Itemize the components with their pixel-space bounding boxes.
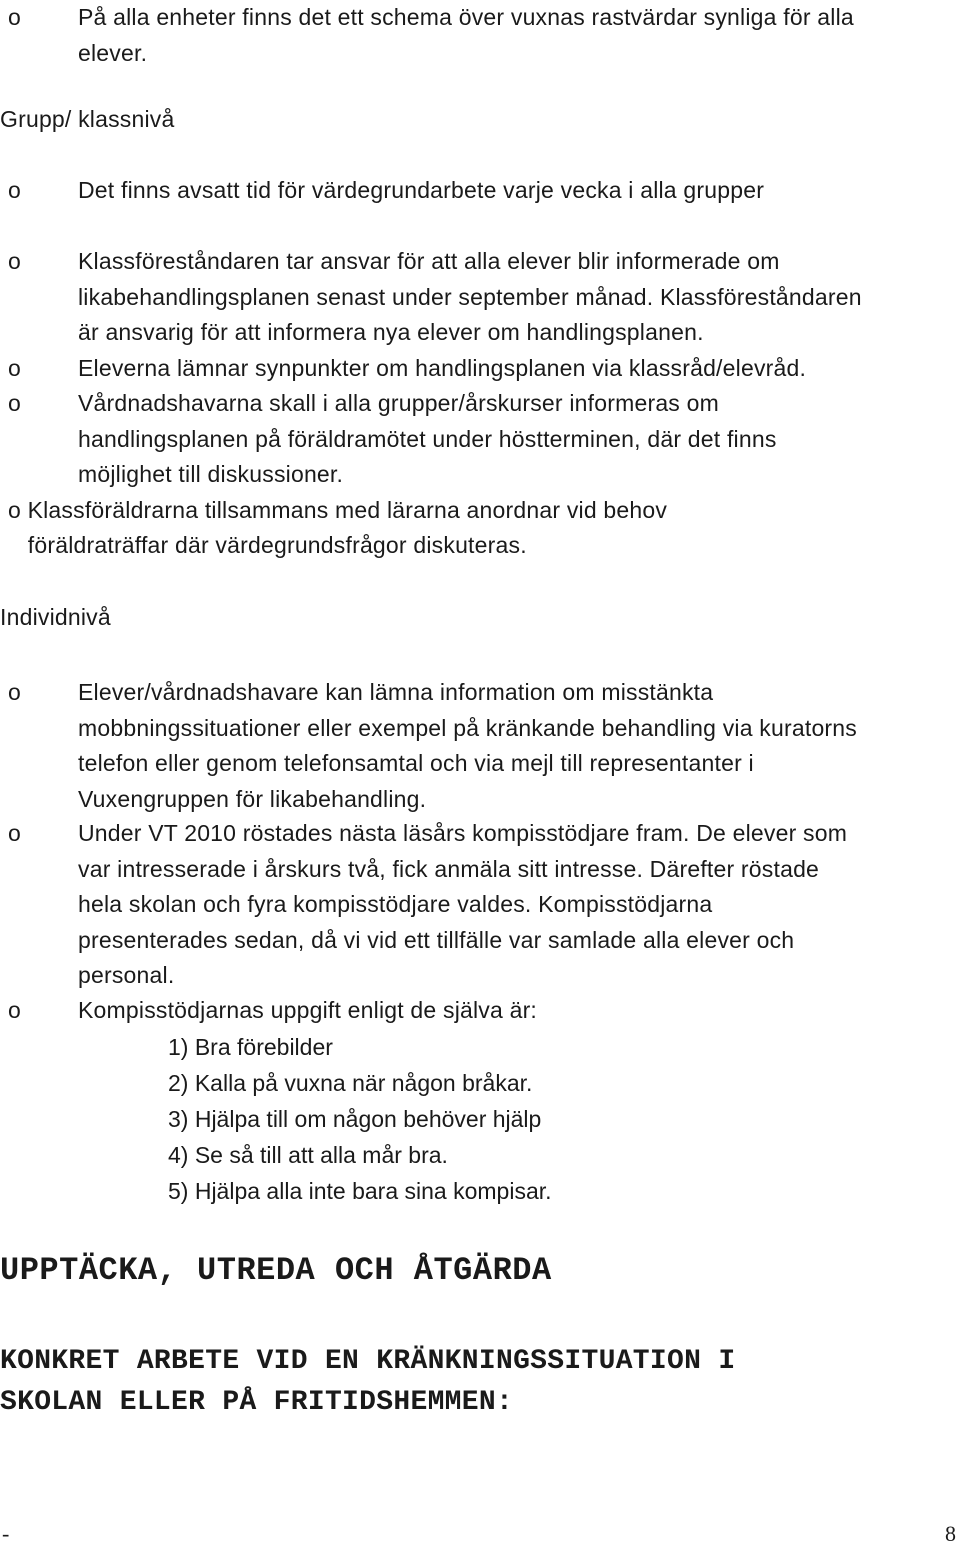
list-item-text: Elever/vårdnadshavare kan lämna information om misstänkta mobbningssituationer eller exempel på kränkande behandling via kuratorns telefon eller genom telefonsamtal och via mejl till representanter i Vuxengruppen för likabehandling. bbox=[78, 679, 857, 812]
bullet-marker: o bbox=[8, 820, 21, 846]
list-item-text: Det finns avsatt tid för värdegrundarbete varje vecka i alla grupper bbox=[78, 177, 765, 203]
bullet-marker: o bbox=[8, 248, 21, 274]
numbered-item: 2) Kalla på vuxna när någon bråkar. bbox=[168, 1070, 533, 1096]
list-item-text: På alla enheter finns det ett schema över vuxnas rastvärdar synliga för alla elever. bbox=[78, 4, 854, 66]
sub-heading: KONKRET ARBETE VID EN KRÄNKNINGSSITUATION I SKOLAN ELLER PÅ FRITIDSHEMMEN: bbox=[0, 1346, 736, 1418]
numbered-item: 3) Hjälpa till om någon behöver hjälp bbox=[168, 1106, 542, 1132]
list-item-text: Kompisstödjarnas uppgift enligt de själva är: bbox=[78, 997, 538, 1023]
list-item-text: Vårdnadshavarna skall i alla grupper/årskurser informeras om handlingsplanen på föräldramötet under höstterminen, där det finns möjlighet till diskussioner. bbox=[78, 390, 777, 487]
numbered-item: 5) Hjälpa alla inte bara sina kompisar. bbox=[168, 1178, 552, 1204]
numbered-item: 1) Bra förebilder bbox=[168, 1034, 333, 1060]
section-heading-group: Grupp/ klassnivå bbox=[0, 106, 175, 132]
section-heading-individual: Individnivå bbox=[0, 604, 111, 630]
bullet-marker: o bbox=[8, 390, 21, 416]
numbered-item: 4) Se så till att alla mår bra. bbox=[168, 1142, 448, 1168]
bullet-marker: o bbox=[8, 997, 21, 1023]
bullet-marker: o bbox=[8, 4, 21, 30]
main-heading: UPPTÄCKA, UTREDA OCH ÅTGÄRDA bbox=[0, 1252, 552, 1289]
bullet-marker: o bbox=[8, 177, 21, 203]
list-item-text: Under VT 2010 röstades nästa läsårs kompisstödjare fram. De elever som var intresserade i årskurs två, fick anmäla sitt intresse. Därefter röstade hela skolan och fyra kompisstödjare valdes. Kompisstödjarna presenterades sedan, då vi vid ett tillfälle var samlade alla elever och personal. bbox=[78, 820, 848, 988]
footer-dash: - bbox=[2, 1521, 10, 1546]
numbered-list bbox=[168, 1029, 552, 1209]
list-item-text: Klassföreståndaren tar ansvar för att alla elever blir informerade om likabehandlingsplanen senast under september månad. Klassföreståndaren är ansvarig för att informera nya elever om handlingsplanen. bbox=[78, 248, 862, 345]
list-item-text: Eleverna lämnar synpunkter om handlingsplanen via klassråd/elevråd. bbox=[78, 355, 807, 381]
bullet-marker: o bbox=[8, 355, 21, 381]
page-number: 8 bbox=[945, 1521, 956, 1546]
list-item-inline: o Klassföräldrarna tillsammans med lärarna anordnar vid behov föräldraträffar där värdegrundsfrågor diskuteras. bbox=[8, 497, 668, 558]
bullet-marker: o bbox=[8, 679, 21, 705]
